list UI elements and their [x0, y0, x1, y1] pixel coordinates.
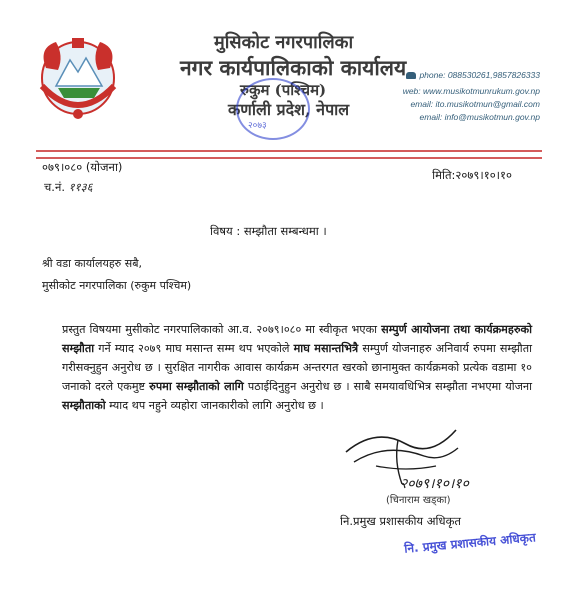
header-municipality-name: मुसिकोट नगरपालिका — [214, 32, 354, 53]
letter-body: प्रस्तुत विषयमा मुसीकोट नगरपालिकाको आ.व. २०७९।०८० मा स्वीकृत भएका सम्पुर्ण आयोजना तथा कार्यक्रमहरुको सम्झौता गर्ने म्याद २०७९ माघ मसान्त सम्म थप भएकोले माघ मसान्तभित्रै सम्पुर्ण योजनाहरु अनिवार्य रुपमा सम्झौता गरीसक्नुहुन अनुरोध छ । सुरक्षित नागरीक आवास कार्यक्रम अन्तरगत खरको छानामुक्त कार्यक्रमको प्रत्येक वडामा १० जनाको दरले एकमुष्ट रुपमा सम्झौताको लागि पठाईदिनुहुन अनुरोध छ । साबै समयावधिभित्र सम्झौता नभएमा योजना सम्झौताको म्याद थप नहुने व्यहोरा जानकारीको लागि अनुरोध छ । — [62, 323, 532, 412]
signatory-title: नि.प्रमुख प्रशासकीय अधिकृत — [340, 514, 461, 528]
header-divider-bottom — [36, 157, 542, 159]
letter-subject: विषय : सम्झौता सम्बन्धमा । — [210, 224, 327, 238]
header-divider-top — [36, 150, 542, 152]
contact-email-info: email: info@musikotmun.gov.np — [419, 112, 540, 122]
contact-web: web: www.musikotmunrukum.gov.np — [402, 86, 540, 96]
designation-stamp: नि. प्रमुख प्रशासकीय अधिकृत — [403, 530, 537, 556]
signatory-name: (चिनाराम खड्का) — [386, 495, 451, 506]
seal-year: २०७३ — [248, 121, 267, 131]
signature-date: २०७९।१०।१० — [400, 476, 469, 492]
header-office-name: नगर कार्यपालिकाको कार्यालय — [180, 55, 407, 80]
contact-email-ito: email: ito.musikotmun@gmail.com — [410, 99, 540, 109]
phone-icon — [406, 72, 416, 79]
addressee-line-1: श्री वडा कार्यालयहरु सबै, — [42, 257, 142, 270]
municipality-emblem-logo — [28, 28, 128, 128]
header-province: कर्णाली प्रदेश, नेपाल — [228, 100, 350, 119]
dispatch-number: च.नं. ११३६ — [44, 180, 93, 194]
header-district: रुकुम (पश्चिम) — [240, 81, 327, 99]
contact-phone: phone: 088530261,9857826333 — [406, 70, 540, 80]
addressee-line-2: मुसीकोट नगरपालिका (रुकुम पश्चिम) — [42, 279, 192, 292]
reference-number: ०७९।०८० (योजना) — [42, 160, 123, 174]
letter-date: मिति:२०७९।१०।१० — [432, 168, 512, 182]
